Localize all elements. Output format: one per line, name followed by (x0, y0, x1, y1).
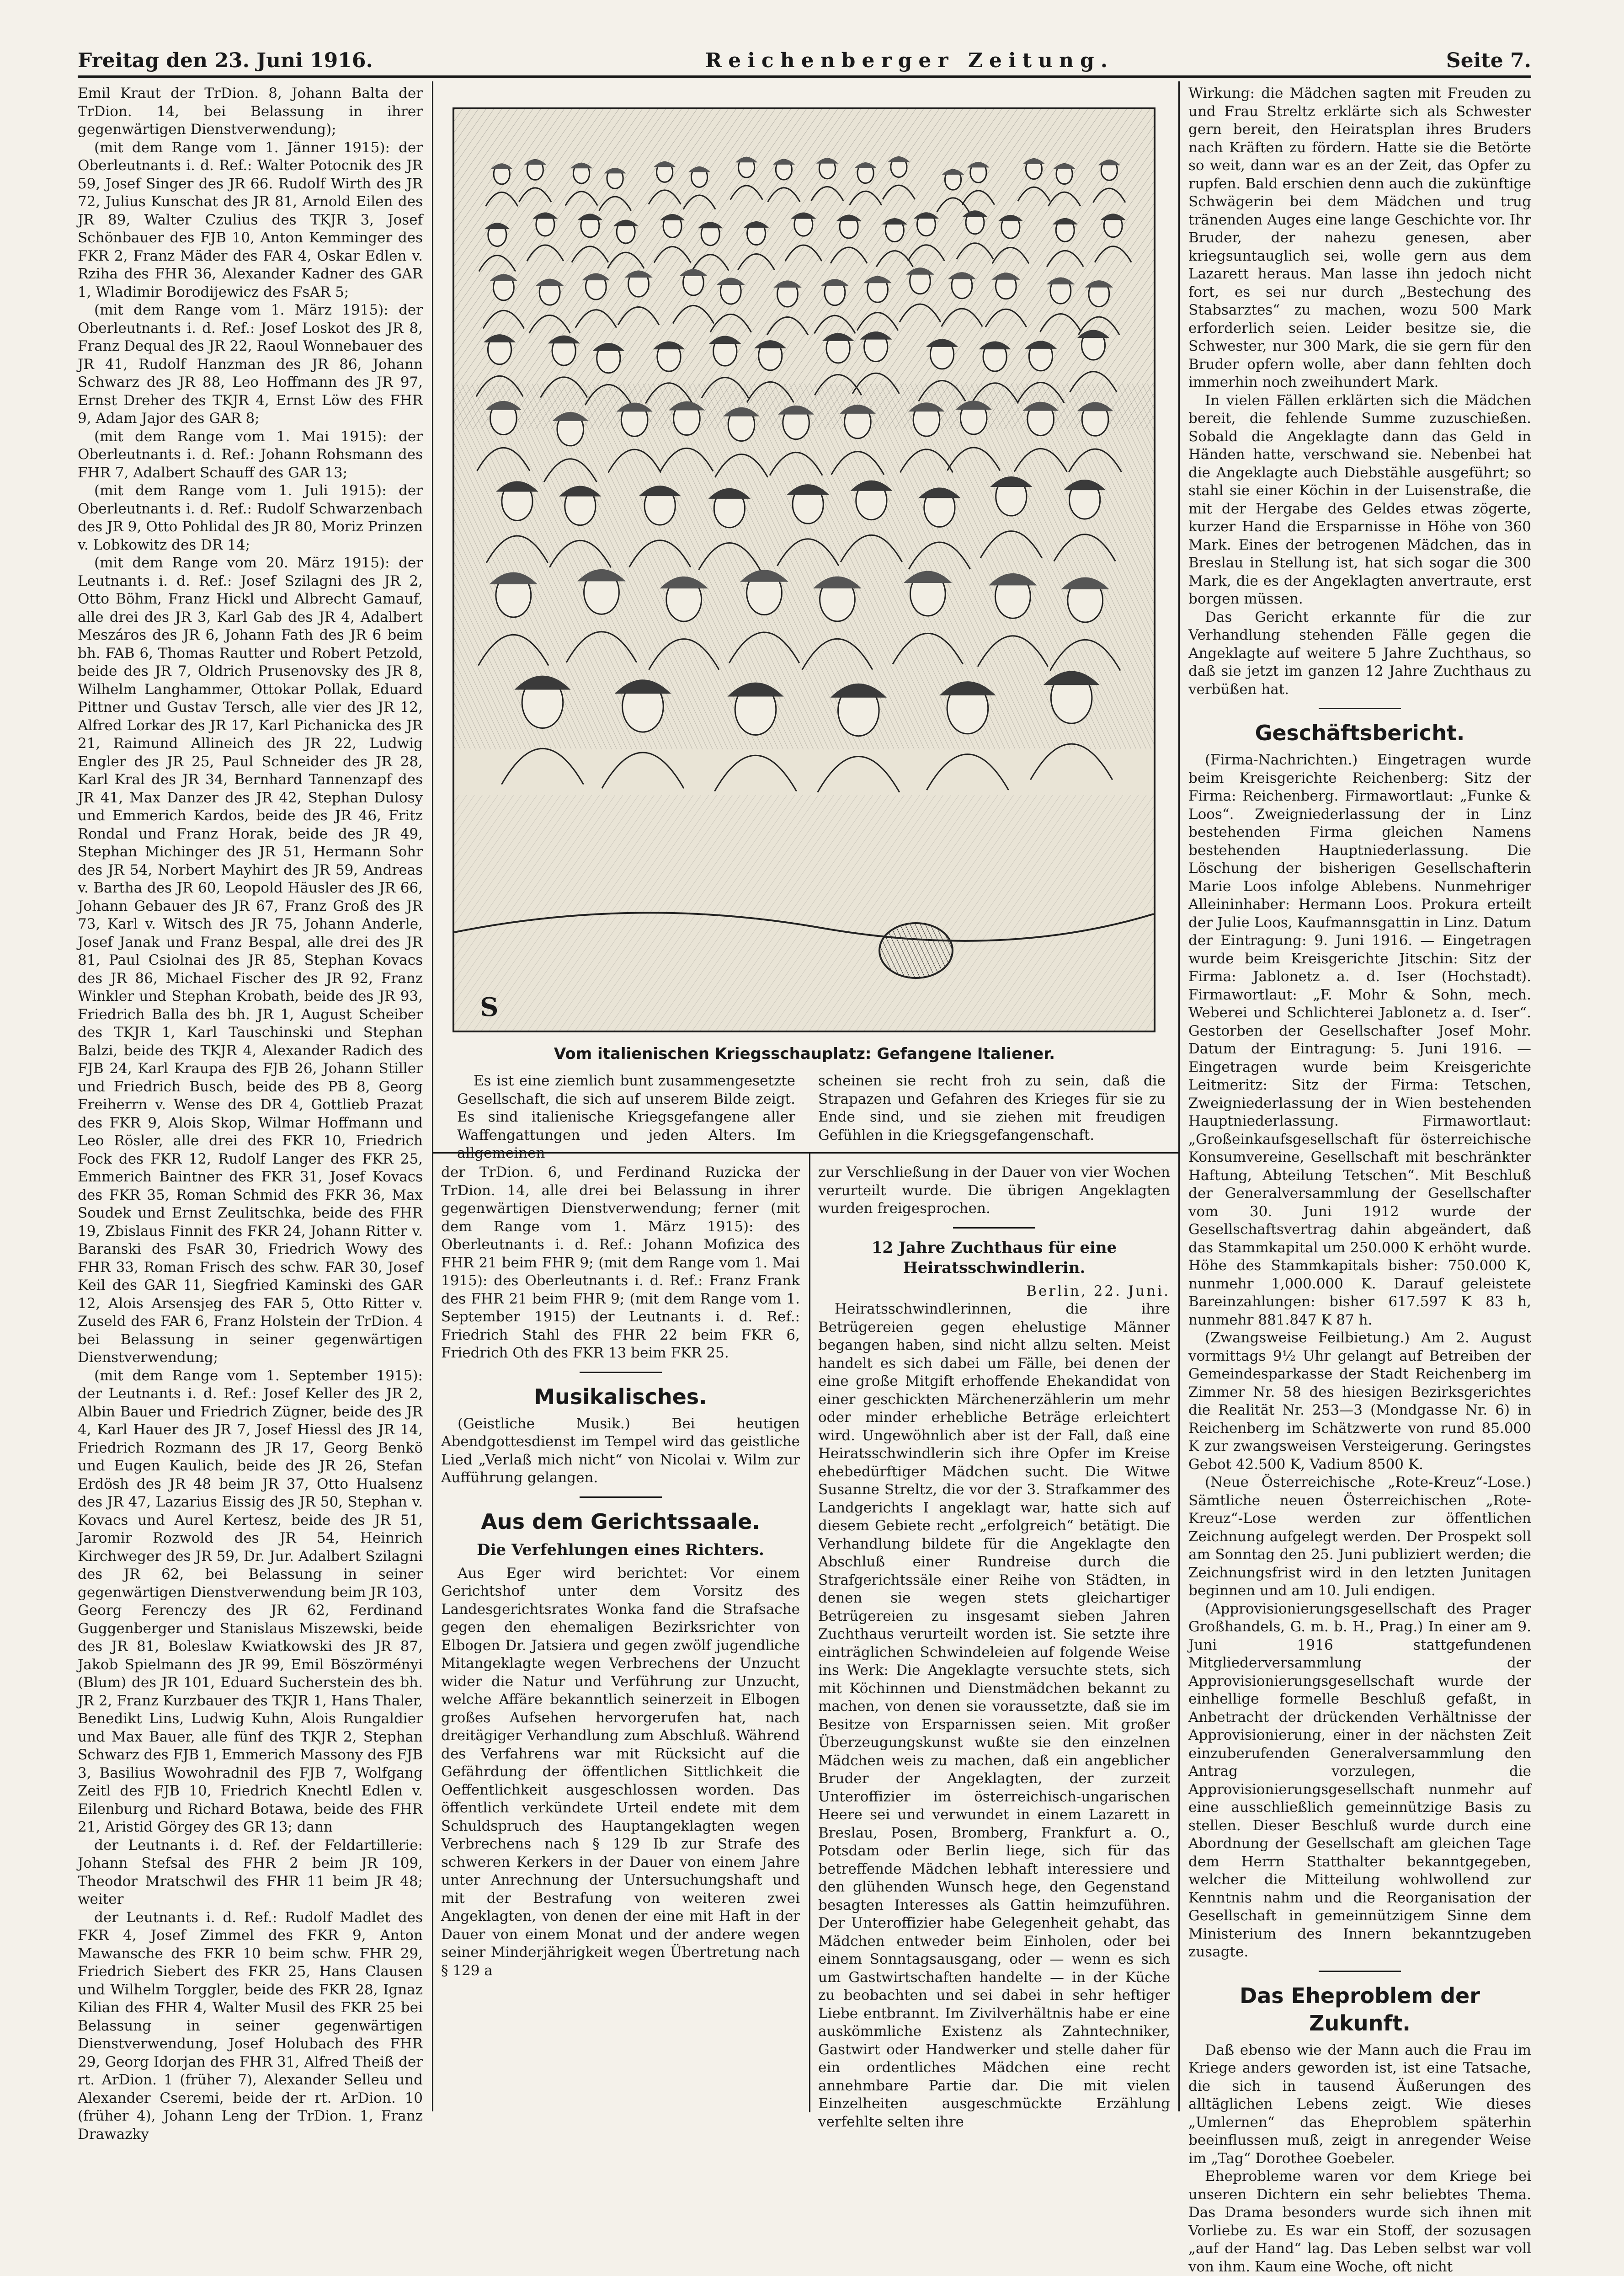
court-text: Aus Eger wird berichtet: Vor einem Gerichtshof unter dem Vorsitz des Landesgerichtsrates Wonka fand die Strafsache gegen den ehemaligen Bezirksrichter von Elbogen Dr. Jatsiera und gegen zwölf jugendliche Mitangeklagte wegen Verbrechens der Unzucht wider die Natur und Verführung zur Unzucht, welche Affäre bekanntlich seinerzeit in Elbogen großes Aufsehen hervorgerufen hat, nach dreitägiger Verhandlung zum Abschluß. Während des Verfahrens war mit Rücksicht auf die Gefährdung der öffentlichen Sittlichkeit die Oeffentlichkeit ausgeschlossen worden. Das öffentlich verkündete Urteil endete mit dem Schuldspruch des Hauptangeklagten wegen Verbrechens nach § 129 Ib zur Strafe des schweren Kerkers in der Dauer von einem Jahre unter Anrechnung der Untersuchungshaft und mit der Bestrafung von weiteren zwei Angeklagten, von denen der eine mit Haft in der Dauer von einem Monat und der andere wegen seiner Minderjährigkeit wegen Übertretung nach § 129 a (441, 1565, 800, 1979)
col1-para: (mit dem Range vom 1. Jänner 1915): der Oberleutnants i. d. Ref.: Walter Potocnik des JR 59, Josef Singer des JR 66. Rudolf Wirth des JR 72, Julius Kunschat des JR 81, Arnold Eilen des JR 89, Walter Czulius des TKJR 3, Josef Schönbauer des FJB 10, Anton Kemminger des FKR 2, Franz Mäder des FAR 4, Oskar Edlen v. Rziha des FHR 36, Alexander Kadner des GAR 1, Wladimir Borodijewicz des FsAR 5; (78, 139, 423, 300)
business-heading: Geschäftsbericht. (1255, 721, 1465, 745)
col1-para: Emil Kraut der TrDion. 8, Johann Balta der TrDion. 14, bei Belassung in ihrer gegenwärtigen Dienstverwendung); (78, 85, 423, 138)
marriage-para: Daß ebenso wie der Mann auch die Frau im Kriege anders geworden ist, ist eine Tatsache, die sich in tausend Äußerungen des alltäglichen Lebens zeigt. Wie dieses „Umlernen“ das Eheproblem späterhin beeinflussen muß, zeigt in anregender Weise im „Tag“ Dorothee Goebeler. (1188, 2041, 1531, 2167)
page-header (78, 40, 1531, 72)
col1-para: der Leutnants i. d. Ref. der Feldartillerie: Johann Stefsal des FHR 2 beim JR 109, Theodor Mratschwil des FHR 11 beim JR 48; weiter (78, 1837, 423, 1907)
swindle-text: Heiratsschwindlerinnen, die ihre Betrügereien gegen ehelustige Männer begangen haben, sind nicht allzu selten. Meist handelt es sich dabei um Fälle, bei denen der eine große Mitgift erhoffende Ehekandidat von einer geschickten Märchenerzählerin um mehr oder minder erhebliche Beträge erleichtert wird. Ungewöhnlich aber ist der Fall, daß eine Heiratsschwindlerin sich ihre Opfer im Kreise ehebedürftiger Mädchen sucht. Die Witwe Susanne Streltz, die vor der 3. Strafkammer des Landgerichts I angeklagt war, hatte sich auf diesem Gebiete recht „erfolgreich“ betätigt. Die Verhandlung bildete für die Angeklagte den Abschluß einer Rundreise durch die Strafgerichtssäle einer Reihe von Städten, in denen sie wegen stets gleichartiger Betrügereien zu insgesamt sieben Jahren Zuchthaus verurteilt worden ist. Sie setzte ihre einträglichen Schwindeleien auf folgende Weise ins Werk: Die Angeklagte versuchte stets, sich mit Köchinnen und Dienstmädchen bekannt zu machen, von denen sie voraussetzte, daß sie im Besitze von Ersparnissen seien. Mit großer Überzeugungskunst wußte sie den einzelnen Mädchen weis zu machen, daß ein angeblicher Bruder der Angeklagten, der zurzeit Unteroffizier im österreichisch-ungarischen Heere sei und verwundet in einem Lazarett in Breslau, Posen, Bromberg, Frankfurt a. O., Potsdam oder Berlin liege, sich für das betreffende Mädchen lebhaft interessiere und den glühenden Wunsch hege, den Gegenstand besagten Interesses als Gattin heimzuführen. Der Unteroffizier habe Gelegenheit gehabt, das Mädchen entweder beim Einholen, oder bei einem Sonntagsausgang, oder — wenn es sich um Gastwirtschaften handelte — in der Küche zu beobachten und sei dabei in sehr heftiger Liebe entbrannt. Im Zivilverhältnis habe er eine auskömmliche Existenz als Zahntechniker, Gastwirt oder Handwerker und stelle daher für ein ordentliches Mädchen eine recht annehmbare Partie dar. Die mit vielen Einzelheiten ausgeschmückte Erzählung verfehlte selten ihre (818, 1301, 1170, 2130)
musik-text: (Geistliche Musik.) Bei heutigen Abendgottesdienst im Tempel wird das geistliche Lied „Verlaß mich nicht“ von Nicolai v. Wilm zur Aufführung gelangen. (441, 1415, 800, 1486)
column-3 (818, 1164, 1170, 2130)
picture-description-text: scheinen sie recht froh zu sein, daß die Strapazen und Gefahren des Krieges für sie zu Ende sind, und sie ziehen mit freudigen Gefühlen in die Kriegsgefangenschaft. (818, 1073, 1166, 1143)
column-rule (809, 1152, 810, 2112)
musik-heading: Musikalisches. (534, 1384, 707, 1409)
business-para: (Zwangsweise Feilbietung.) Am 2. August vormittags 9½ Uhr gelangt auf Betreiben der Gemeindesparkasse der Stadt Reichenberg im Zimmer Nr. 58 des hiesigen Bezirksgerichtes die Realität Nr. 253—3 (Mondgasse Nr. 6) in Reichenberg im Schätzwerte von rund 85.000 K zur zwangsweisen Versteigerung. Geringstes Gebot 42.500 K, Vadium 8500 K. (1188, 1330, 1531, 1473)
col1-para: (mit dem Range vom 1. Juli 1915): der Oberleutnants i. d. Ref.: Rudolf Schwarzenbach des JR 9, Otto Pohlidal des JR 80, Moriz Prinzen v. Lobkowitz des DR 14; (78, 482, 423, 553)
divider (1319, 708, 1401, 709)
col4-top-text: Wirkung: die Mädchen sagten mit Freuden zu und Frau Streltz erklärte sich als Schwester gern bereit, den Heiratsplan ihres Bruders nach Kräften zu fördern. Hatte sie die Betörte so weit, dann war es an der Zeit, das Opfer zu rupfen. Bald erschien denn auch die zukünftige Schwägerin bei dem Mädchen und trug tränenden Auges eine lange Geschichte vor. Ihr Bruder, der nahezu genesen, aber kriegsuntauglich sei, wolle gern aus dem Lazarett heraus. Man lasse ihn jedoch nicht fort, es sei nur durch „Bestechung des Stabsarztes“ zu machen, wozu 500 Mark erforderlich seien. Leider besitze sie, die Schwester, nur 300 Mark, die sie gern für den Bruder opfern wolle, aber dann fehlten doch immerhin noch zweihundert Mark. (1188, 85, 1531, 390)
column-2 (441, 1164, 800, 2119)
picture-description-left (457, 1072, 795, 1161)
col4-para: In vielen Fällen erklärten sich die Mädchen bereit, die fehlende Summe zuzuschießen. Sobald die Angeklagte dann das Geld in Händen hatte, verschwand sie. Nebenbei hat die Angeklagte auch Diebstähle ausgeführt; so stahl sie einer Köchin in der Luisenstraße, die mit der Hergabe des Geldes etwas zögerte, kurzer Hand die Ersparnisse in Höhe von 360 Mark. Eines der betrogenen Mädchen, das in Breslau in Stellung ist, hat sich sogar die 300 Mark, die es der Angeklagten anvertraute, erst borgen müssen. (1188, 392, 1531, 607)
divider (580, 1372, 662, 1373)
court-subheading: Die Verfehlungen eines Richters. (477, 1540, 764, 1559)
col3-top-text: zur Verschließung in der Dauer von vier Wochen verurteilt wurde. Die übrigen Angeklagten wurden freigesprochen. (818, 1164, 1170, 1217)
col1-para: (mit dem Range vom 1. März 1915): der Oberleutnants i. d. Ref.: Josef Loskot des JR 8, Franz Dequal des JR 22, Raoul Wonnebauer des JR 41, Rudolf Hanzman des JR 86, Johann Schwarz des JR 88, Leo Hoffmann des JR 97, Ernst Dreher des TKJR 4, Ernst Löw des FHR 9, Adam Jajor des GAR 8; (78, 302, 423, 427)
col1-para: (mit dem Range vom 1. Mai 1915): der Oberleutnants i. d. Ref.: Johann Rohsmann des FHR 7, Adalbert Schauff des GAR 13; (78, 428, 423, 481)
header-date: Freitag den 23. Juni 1916. (78, 49, 373, 72)
picture-description-right (818, 1072, 1166, 1150)
header-masthead: Reichenberger Zeitung. (705, 49, 1114, 72)
illustrator-monogram: S (480, 992, 499, 1022)
col2-top-text: der TrDion. 6, und Ferdinand Ruzicka der TrDion. 14, alle drei bei Belassung in ihrer gegenwärtigen Dienstverwendung; ferner (mit dem Range vom 1. März 1915): des Oberleutnants i. d. Ref.: Johann Mofizica des FHR 21 beim FHR 9; (mit dem Range vom 1. Mai 1915): des Oberleutnants i. d. Ref.: Franz Frank des FHR 21 beim FHR 9; (mit dem Range vom 1. September 1915) der Leutnants i. d. Ref.: Friedrich Stahl des FHR 22 beim FKR 6, Friedrich Oth des FKR 13 beim FKR 25. (441, 1164, 800, 1361)
col1-para: (mit dem Range vom 20. März 1915): der Leutnants i. d. Ref.: Josef Szilagni des JR 2, Otto Böhm, Franz Hickl und Albrecht Gamauf, alle drei des JR 3, Karl Gab des JR 4, Adalbert Meszáros des JR 6, Johann Fath des JR 6 beim bh. FAB 6, Thomas Rautter und Robert Petzold, beide des JR 7, Oldrich Prusenovsky des JR 8, Wilhelm Langhammer, Ottokar Pollak, Eduard Pittner und Gustav Tersch, alle vier des JR 12, Alfred Lorkar des JR 17, Karl Pichanicka des JR 21, Raimund Allineich des JR 22, Ludwig Engler des JR 25, Paul Schneider des JR 28, Karl Kral des JR 34, Bernhard Tannenzapf des JR 41, Max Danzer des JR 42, Stephan Dulosy und Emmerich Kardos, beide des JR 46, Fritz Rondal und Franz Horak, beide des JR 49, Stephan Michinger des JR 51, Hermann Sohr des JR 54, Norbert Mayhirt des JR 59, Andreas v. Bartha des JR 60, Leopold Häusler des JR 66, Johann Gebauer des JR 67, Franz Groß des JR 73, Karl v. Witsch des JR 75, Johann Anderle, Josef Janak und Franz Bespal, alle drei des JR 81, Paul Csiolnai des JR 85, Stephan Kovacs des JR 86, Michael Fischer des JR 92, Franz Winkler und Stephan Krobath, beide des JR 93, Friedrich Balla des bh. JR 1, August Scheiber des TKJR 1, Karl Tauschinski und Stephan Balzi, beide des TKJR 4, Alexander Radich des FJB 24, Karl Kraupa des FJB 26, Johann Stiller und Friedrich Busch, beide des PB 8, Georg Freiherrn v. Wense des DR 4, Gottlieb Prazat des FKR 9, Alois Skop, Wilmar Hoffmann und Leo Rösler, alle drei des FKR 10, Friedrich Fock des FKR 12, Rudolf Langer des FKR 25, Emmerich Baintner des FKR 31, Josef Kovacs des FKR 35, Roman Schmid des FKR 36, Max Soudek und Ernst Zeulitschka, beide des FHR 19, Zbislaus Finnit des FKR 24, Johann Ritter v. Baranski des FsAR 30, Friedrich Wowy des FHR 33, Roman Frisch des schw. FAR 30, Josef Keil des GAR 11, Siegfried Kaminski des GAR 12, Alois Arsensjeg des FAR 5, Otto Ritter v. Zuseld des FAR 6, Franz Holstein der TrDion. 4 bei Belassung in seiner gegenwärtigen Dienstverwendung; (78, 555, 423, 1366)
swindle-heading: 12 Jahre Zuchthaus für eine Heiratsschwindlerin. (871, 1238, 1117, 1277)
business-para: (Neue Österreichische „Rote-Kreuz“-Lose.) Sämtliche neuen Österreichischen „Rote-Kreuz“-Lose werden zur öffentlichen Zeichnung aufgelegt werden. Der Prospekt soll am Sonntag den 25. Juni publiziert werden; die Zeichnungsfrist wird in den letzten Junitagen beginnen und am 10. Juli endigen. (1188, 1474, 1531, 1599)
divider (953, 1227, 1035, 1229)
col1-para: (mit dem Range vom 1. September 1915): der Leutnants i. d. Ref.: Josef Keller des JR 2, Albin Bauer und Friedrich Zügner, beide des JR 4, Karl Hauer des JR 7, Josef Hiessl des JR 14, Friedrich Rozmann des JR 17, Georg Benkö und Eugen Kaulich, beide des JR 26, Stefan Erdösh des JR 48 beim JR 37, Otto Hualsenz des JR 47, Lazarius Eissig des JR 50, Stephan v. Kovacs und Aurel Kertesz, beide des JR 51, Jaromir Rozwold des JR 54, Heinrich Kirchweger des JR 59, Dr. Jur. Adalbert Szilagni des JR 62, bei Belassung in seiner gegenwärtigen Dienstverwendung beim JR 103, Georg Ferenczy des JR 62, Ferdinand Guggenberger und Stanislaus Miszewski, beide des JR 81, Boleslaw Kwiatkowski des JR 87, Jakob Spielmann des JR 99, Emil Böszörményi (Blum) des JR 101, Eduard Sucherstein des bh. JR 2, Franz Kurzbauer des TKJR 1, Hans Thaler, Benedikt Lins, Ludwig Kuhn, Alois Rungaldier und Max Bauer, alle fünf des TKJR 2, Stephan Schwarz des FJB 1, Emmerich Massony des FJB 3, Basilius Wowohradnil des FJB 7, Wolfgang Zeitl des FJB 10, Friedrich Knechtl Edlen v. Eilenburg und Richard Botawa, beide des FHR 21, Aristid Görgey des GR 13; dann (78, 1367, 423, 1835)
court-heading: Aus dem Gerichtssaale. (481, 1509, 760, 1534)
war-prisoners-illustration (453, 107, 1155, 1032)
business-para: (Firma-Nachrichten.) Eingetragen wurde beim Kreisgerichte Reichenberg: Sitz der Firma: Reichenberg. Firmawortlaut: „Funke & Loos“. Zweigniederlassung der in Linz bestehenden Firma gleichen Namens bestehenden Hauptniederlassung. Die Löschung der bisherigen Gesellschafterin Marie Loos infolge Ablebens. Nunmehriger Alleininhaber: Hermann Loos. Prokura erteilt der Julie Loos, Kaufmannsgattin in Linz. Datum der Eintragung: 9. Juni 1916. — Eingetragen wurde beim Kreisgerichte Jitschin: Sitz der Firma: Jablonetz a. d. Iser (Hochstadt). Firmawortlaut: „F. Mohr & Sohn, mech. Weberei und Schlichterei Jablonetz a. d. Iser“. Gestorben der Gesellschafter Josef Mohr. Datum der Eintragung: 5. Juni 1916. — Eingetragen wurde beim Kreisgerichte Leitmeritz: Sitz der Firma: Tetschen, Zweigniederlassung der in Wien bestehenden Hauptniederlassung. Firmawortlaut: „Großeinkaufsgesellschaft für österreichische Konsumvereine, Gesellschaft mit beschränkter Haftung, Abteilung Tetschen“. Mit Beschluß der Generalversammlung der Gesellschafter vom 30. Juni 1912 wurde der Gesellschaftsvertrag dahin abgeändert, daß das Stammkapital um 250.000 K erhöht wurde. Höhe des Stammkapitals bisher: 750.000 K, nunmehr 1,000.000 K. Darauf geleistete Bareinzahlungen: bisher 617.597 K 83 h, nunmehr 881.847 K 87 h. (1188, 752, 1531, 1328)
column-4 (1188, 85, 1531, 2275)
divider (1319, 1971, 1401, 1972)
marriage-heading: Das Eheproblem der Zukunft. (1240, 1983, 1480, 2036)
col1-para: der Leutnants i. d. Ref.: Rudolf Madlet des FKR 4, Josef Zimmel des FKR 9, Anton Mawansche des FKR 10 beim schw. FHR 29, Friedrich Siebert des FKR 25, Hans Clausen und Wilhelm Torggler, beide des FKR 28, Ignaz Kilian des FHR 4, Walter Musil des FKR 25 bei Belassung in seiner gegenwärtigen Dienstverwendung, Josef Holubach des FHR 29, Georg Idorjan des FHR 31, Alfred Theiß der rt. ArDion. 1 (früher 7), Alexander Selleu und Alexander Cseremi, beide der rt. ArDion. 10 (früher 4), Johann Leng der TrDion. 1, Franz Drawazky (78, 1909, 423, 2142)
header-page-number: Seite 7. (1446, 49, 1531, 72)
header-rule (78, 75, 1531, 78)
divider (580, 1496, 662, 1498)
dateline: Berlin, 22. Juni. (1026, 1282, 1170, 1299)
column-rule (1178, 81, 1180, 2111)
marriage-para: Eheprobleme waren vor dem Kriege bei unseren Dichtern ein sehr beliebtes Thema. Das Drama besonders wurde sich ihnen mit Vorliebe zu. Es war ein Stoff, der sozusagen „auf der Hand“ lag. Das Leben selbst war voll von ihm. Kaum eine Woche, oft nicht (1188, 2168, 1531, 2275)
picture-description-text: Es ist eine ziemlich bunt zusammengesetzte Gesellschaft, die sich auf unserem Bilde zeigt. Es sind italienische Kriegsgefangene aller Waffengattungen und jeden Alters. Im allgemeinen (457, 1073, 795, 1161)
column-1 (78, 85, 423, 2142)
illustration-caption: Vom italienischen Kriegsschauplatz: Gefangene Italiener. (554, 1045, 1055, 1063)
column-rule (432, 81, 433, 2111)
business-para: (Approvisionierungsgesellschaft des Prager Großhandels, G. m. b. H., Prag.) In einer am 9. Juni 1916 stattgefundenen Mitgliederversammlung der Approvisionierungsgesellschaft wurde der einhellige formelle Beschluß gefaßt, in Anbetracht der drückenden Verhältnisse der Approvisionierung, einer in der nächsten Zeit einzuberufenden Generalversammlung den Antrag vorzulegen, die Approvisionierungsgesellschaft nunmehr auf eine ausschließlich gemeinnützige Basis zu stellen. Dieser Beschluß wurde durch eine Abordnung der Gesellschaft am gleichen Tage dem Herrn Statthalter bekanntgegeben, welcher die Mitteilung wohlwollend zur Kenntnis nahm und die Reorganisation der Gesellschaft in gemeinnützigem Sinne dem Ministerium des Innern bekanntzugeben zusagte. (1188, 1600, 1531, 1960)
col4-para: Das Gericht erkannte für die zur Verhandlung stehenden Fälle gegen die Angeklagte auf weitere 5 Jahre Zuchthaus, so daß sie jetzt im ganzen 12 Jahre Zuchthaus zu verbüßen hat. (1188, 609, 1531, 698)
